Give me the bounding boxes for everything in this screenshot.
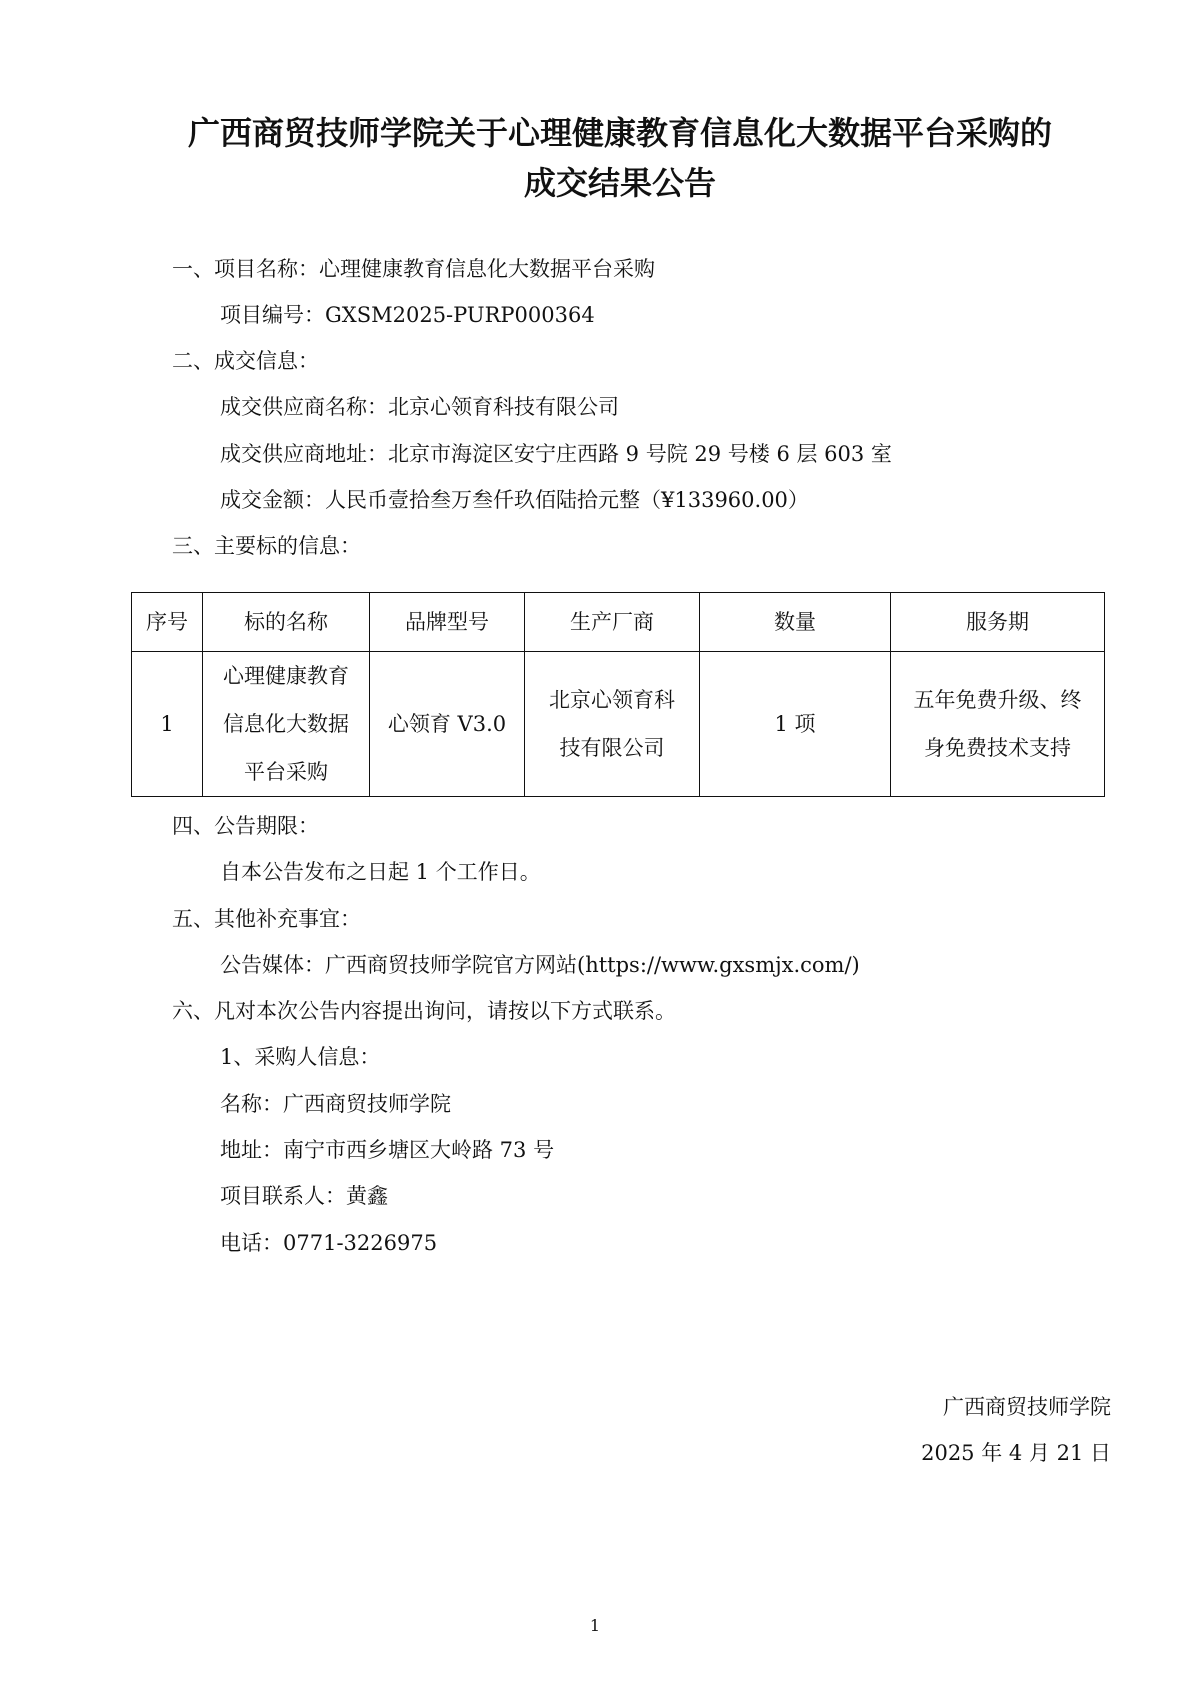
cell-quantity: 1 项: [700, 652, 891, 797]
signature-date: 2025 年 4 月 21 日: [921, 1441, 1111, 1465]
cell-brand-model: 心领育 V3.0: [370, 652, 525, 797]
document-title-line-2: 成交结果公告: [523, 164, 716, 202]
cell-service-period-line: 身免费技术支持: [924, 736, 1071, 760]
table-header-row: [132, 593, 1105, 652]
header-index: 序号: [132, 593, 203, 652]
header-brand-model: 品牌型号: [370, 593, 525, 652]
cell-service-period: [891, 652, 1105, 797]
header-item-name: 标的名称: [203, 593, 370, 652]
supplier-name: 成交供应商名称：北京心领育科技有限公司: [220, 395, 619, 419]
section-5-heading: 五、其他补充事宜：: [172, 907, 361, 931]
section-3-heading: 三、主要标的信息：: [172, 534, 361, 558]
table-row: [132, 652, 1105, 797]
section-2-heading: 二、成交信息：: [172, 349, 319, 373]
cell-item-name-line: 平台采购: [244, 760, 328, 784]
purchaser-name: 名称：广西商贸技师学院: [220, 1092, 451, 1116]
cell-item-name: [203, 652, 370, 797]
supplier-address: 成交供应商地址：北京市海淀区安宁庄西路 9 号院 29 号楼 6 层 603 室: [220, 442, 892, 466]
announcement-media: 公告媒体：广西商贸技师学院官方网站(https://www.gxsmjx.com/): [220, 953, 860, 977]
cell-manufacturer-line: 技有限公司: [559, 736, 665, 760]
header-service-period: 服务期: [891, 593, 1105, 652]
cell-index: 1: [132, 652, 203, 797]
section-4-heading: 四、公告期限：: [172, 814, 319, 838]
signature-org: 广西商贸技师学院: [943, 1395, 1111, 1419]
section-6-heading: 六、凡对本次公告内容提出询问，请按以下方式联系。: [172, 999, 676, 1023]
cell-item-name-line: 心理健康教育: [223, 664, 349, 688]
project-contact: 项目联系人：黄鑫: [220, 1184, 388, 1208]
purchaser-info-heading: 1、采购人信息：: [220, 1045, 381, 1069]
project-code: 项目编号：GXSM2025-PURP000364: [220, 303, 595, 327]
items-table: [131, 592, 1105, 797]
cell-manufacturer: [525, 652, 700, 797]
section-1-project-name: 一、项目名称：心理健康教育信息化大数据平台采购: [172, 257, 655, 281]
announcement-period: 自本公告发布之日起 1 个工作日。: [220, 860, 541, 884]
cell-manufacturer-line: 北京心领育科: [549, 688, 675, 712]
purchaser-address: 地址：南宁市西乡塘区大岭路 73 号: [220, 1138, 555, 1162]
document-title-line-1: 广西商贸技师学院关于心理健康教育信息化大数据平台采购的: [187, 114, 1052, 152]
header-quantity: 数量: [700, 593, 891, 652]
cell-service-period-line: 五年免费升级、终: [913, 688, 1082, 712]
cell-item-name-line: 信息化大数据: [223, 712, 349, 736]
header-manufacturer: 生产厂商: [525, 593, 700, 652]
deal-amount: 成交金额：人民币壹拾叁万叁仟玖佰陆拾元整（¥133960.00）: [220, 488, 809, 512]
contact-phone: 电话：0771-3226975: [220, 1231, 438, 1255]
page-number: 1: [589, 1616, 601, 1635]
